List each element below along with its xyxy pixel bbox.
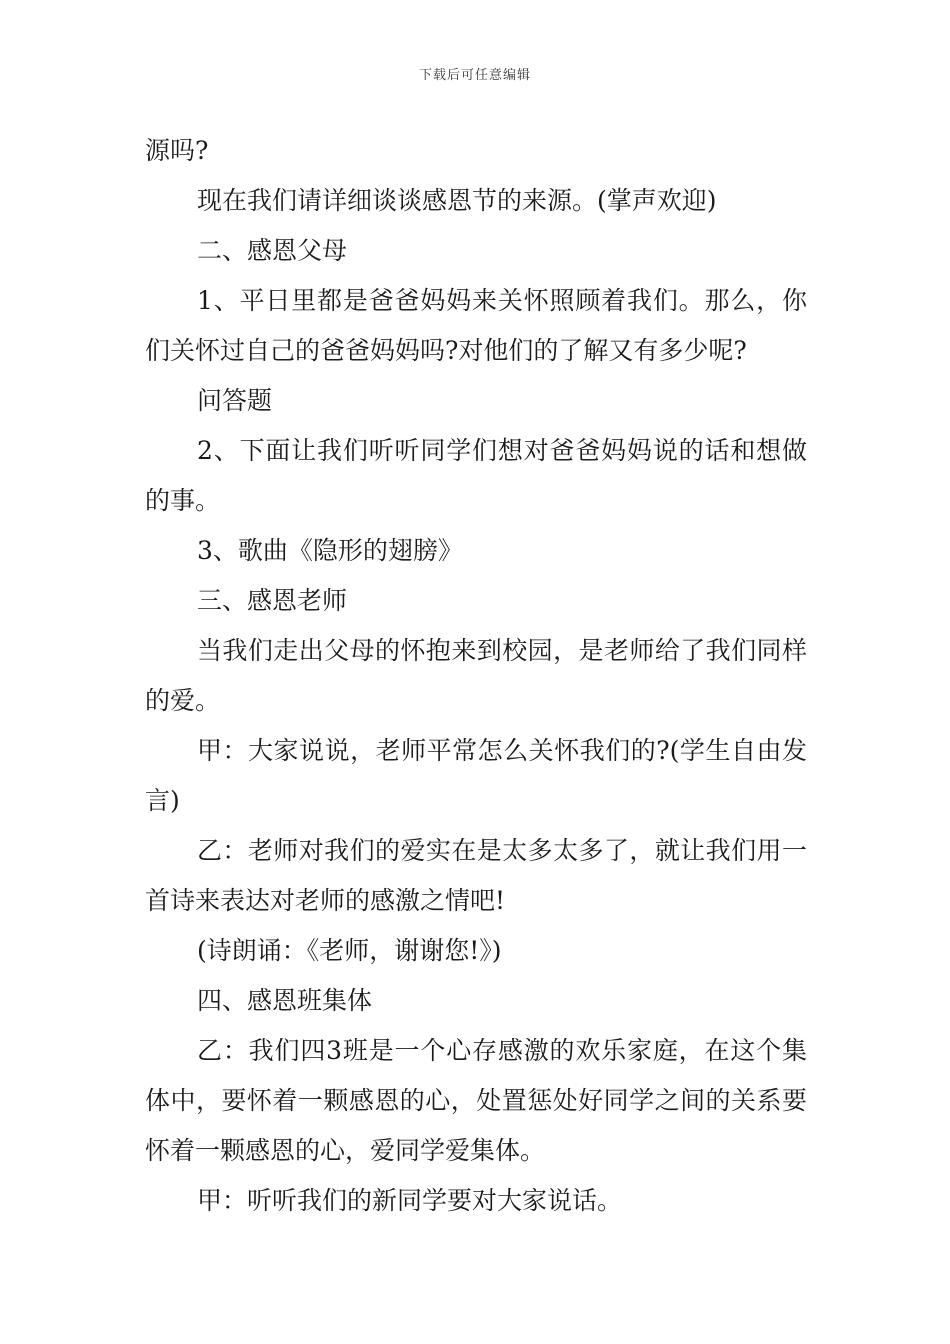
paragraph: 现在我们请详细谈谈感恩节的来源。(掌声欢迎): [197, 186, 717, 215]
section-heading: 二、感恩父母: [197, 236, 348, 265]
paragraph: 源吗?: [145, 136, 209, 165]
paragraph: 2、下面让我们听听同学们想对爸爸妈妈说的话和想做的事。: [145, 436, 807, 515]
paragraph: (诗朗诵：《老师，谢谢您!》): [197, 936, 502, 965]
paragraph: 当我们走出父母的怀抱来到校园，是老师给了我们同样的爱。: [145, 636, 807, 715]
section-heading: 四、感恩班集体: [197, 986, 373, 1015]
paragraph: 甲：听听我们的新同学要对大家说话。: [197, 1186, 623, 1215]
page-header-note: 下载后可任意编辑: [418, 68, 531, 83]
paragraph: 乙：老师对我们的爱实在是太多太多了，就让我们用一首诗来表达对老师的感激之情吧!: [145, 836, 807, 915]
paragraph: 甲：大家说说，老师平常怎么关怀我们的?(学生自由发言): [145, 736, 807, 815]
document-body: [145, 126, 807, 1226]
paragraph: 3、歌曲《隐形的翅膀》: [197, 536, 463, 565]
section-heading: 三、感恩老师: [197, 586, 348, 615]
paragraph: 1、平日里都是爸爸妈妈来关怀照顾着我们。那么，你们关怀过自己的爸爸妈妈吗?对他们的了解又有多少呢?: [145, 286, 807, 365]
paragraph: 乙：我们四3班是一个心存感激的欢乐家庭，在这个集体中，要怀着一颗感恩的心，处置惩处好同学之间的关系要怀着一颗感恩的心，爱同学爱集体。: [145, 1036, 807, 1165]
paragraph: 问答题: [197, 386, 273, 415]
